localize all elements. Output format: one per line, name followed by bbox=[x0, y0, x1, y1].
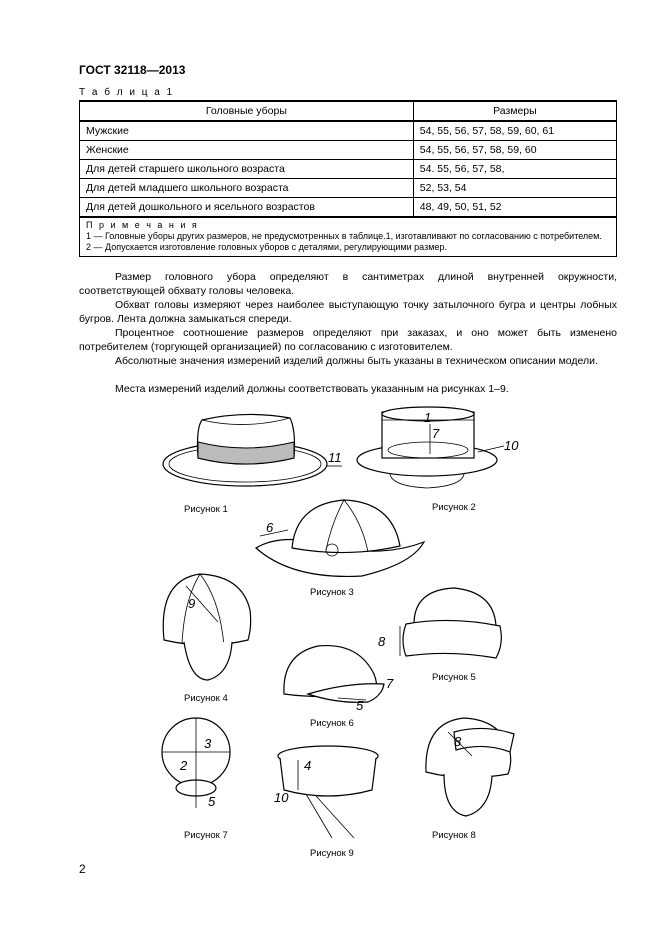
table-row bbox=[80, 198, 617, 218]
fig4-label-9: 9 bbox=[188, 596, 196, 611]
note-1: 1 — Головные уборы других размеров, не предусмотренных в таблице.1, изготавливают по согласованию с потребителем. bbox=[86, 231, 602, 241]
table-row bbox=[80, 141, 617, 160]
paragraph-size-ratio: Процентное соотношение размеров определяют при заказах, и оно может быть изменено потребителем (торгующей организацией) по согласованию с изготовителем. bbox=[79, 327, 617, 353]
paragraph-head-measure: Обхват головы измеряют через наиболее выступающую точку затылочного бугра и центры лобных бугров. Лента должна замыкаться спереди. bbox=[79, 299, 617, 325]
table-row bbox=[80, 121, 617, 141]
hat-drawing-2 bbox=[352, 404, 532, 494]
table-notes bbox=[80, 217, 617, 257]
figure-5-caption: Рисунок 5 bbox=[432, 672, 476, 683]
table-cell-hat: Для детей младшего школьного возраста bbox=[80, 179, 414, 198]
notes-title: П р и м е ч а н и я bbox=[86, 220, 199, 230]
hat-drawing-8 bbox=[414, 712, 524, 822]
column-header-sizes: Размеры bbox=[413, 101, 616, 121]
table-cell-hat: Мужские bbox=[80, 121, 414, 141]
paragraph-size-definition: Размер головного убора определяют в сантиметрах длиной внутренней окружности, соответствующей обхвату головы человека. bbox=[79, 271, 617, 297]
hat-drawing-9 bbox=[266, 740, 386, 844]
figure-9 bbox=[266, 740, 386, 844]
fig2-label-10: 10 bbox=[504, 438, 519, 453]
figure-2-caption: Рисунок 2 bbox=[432, 502, 476, 513]
figure-9-caption: Рисунок 9 bbox=[310, 848, 354, 859]
figure-6-caption: Рисунок 6 bbox=[310, 718, 354, 729]
figure-8 bbox=[414, 712, 524, 822]
fig5-label-8: 8 bbox=[378, 634, 386, 649]
fig8-label-8: 8 bbox=[454, 734, 462, 749]
fig2-label-7: 7 bbox=[432, 426, 440, 441]
figure-3-caption: Рисунок 3 bbox=[310, 587, 354, 598]
table-row bbox=[80, 179, 617, 198]
fig7-label-3: 3 bbox=[204, 736, 212, 751]
table-cell-hat: Женские bbox=[80, 141, 414, 160]
table-cell-sizes: 54. 55, 56, 57, 58, bbox=[413, 160, 616, 179]
table-caption: Т а б л и ц а 1 bbox=[79, 87, 175, 98]
figure-4-caption: Рисунок 4 bbox=[184, 693, 228, 704]
table-cell-hat: Для детей дошкольного и ясельного возрастов bbox=[80, 198, 414, 218]
hat-drawing-1 bbox=[150, 408, 360, 500]
fig6-label-7: 7 bbox=[386, 676, 394, 691]
table-cell-sizes: 54, 55, 56, 57, 58, 59, 60 bbox=[413, 141, 616, 160]
paragraph-absolute-values: Абсолютные значения измерений изделий должны быть указаны в техническом описании модели. bbox=[115, 355, 598, 367]
paragraph-measure-places: Места измерений изделий должны соответствовать указанным на рисунках 1–9. bbox=[115, 383, 509, 395]
table-cell-sizes: 52, 53, 54 bbox=[413, 179, 616, 198]
fig3-label-6: 6 bbox=[266, 520, 274, 535]
figure-7 bbox=[150, 712, 250, 812]
figure-1 bbox=[150, 408, 360, 500]
figure-6 bbox=[278, 638, 408, 718]
hat-drawing-4 bbox=[150, 570, 260, 690]
figure-2 bbox=[352, 404, 532, 494]
note-2: 2 — Допускается изготовление головных уборов с деталями, регулирующими размер. bbox=[86, 242, 447, 252]
page-number: 2 bbox=[79, 862, 86, 876]
fig2-label-1: 1 bbox=[424, 410, 432, 425]
sizes-table bbox=[79, 100, 617, 257]
figure-4 bbox=[150, 570, 260, 690]
hat-drawing-7 bbox=[150, 712, 250, 812]
table-header-row bbox=[80, 101, 617, 121]
hat-drawing-6 bbox=[278, 638, 408, 718]
fig9-label-4: 4 bbox=[304, 758, 312, 773]
figure-3 bbox=[252, 492, 432, 582]
fig6-label-5: 5 bbox=[356, 698, 364, 713]
table-cell-hat: Для детей старшего школьного возраста bbox=[80, 160, 414, 179]
column-header-hats: Головные уборы bbox=[80, 101, 414, 121]
table-notes-row bbox=[80, 217, 617, 257]
fig7-label-5: 5 bbox=[208, 794, 216, 809]
fig7-label-2: 2 bbox=[180, 758, 188, 773]
table-cell-sizes: 54, 55, 56, 57, 58, 59, 60, 61 bbox=[413, 121, 616, 141]
fig1-label-11: 11 bbox=[328, 450, 342, 465]
table-row bbox=[80, 160, 617, 179]
hat-drawing-3 bbox=[252, 492, 432, 582]
table-cell-sizes: 48, 49, 50, 51, 52 bbox=[413, 198, 616, 218]
figure-7-caption: Рисунок 7 bbox=[184, 830, 228, 841]
fig9-label-10: 10 bbox=[274, 790, 289, 805]
figure-8-caption: Рисунок 8 bbox=[432, 830, 476, 841]
figure-1-caption: Рисунок 1 bbox=[184, 504, 228, 515]
standard-header: ГОСТ 32118—2013 bbox=[79, 63, 186, 77]
